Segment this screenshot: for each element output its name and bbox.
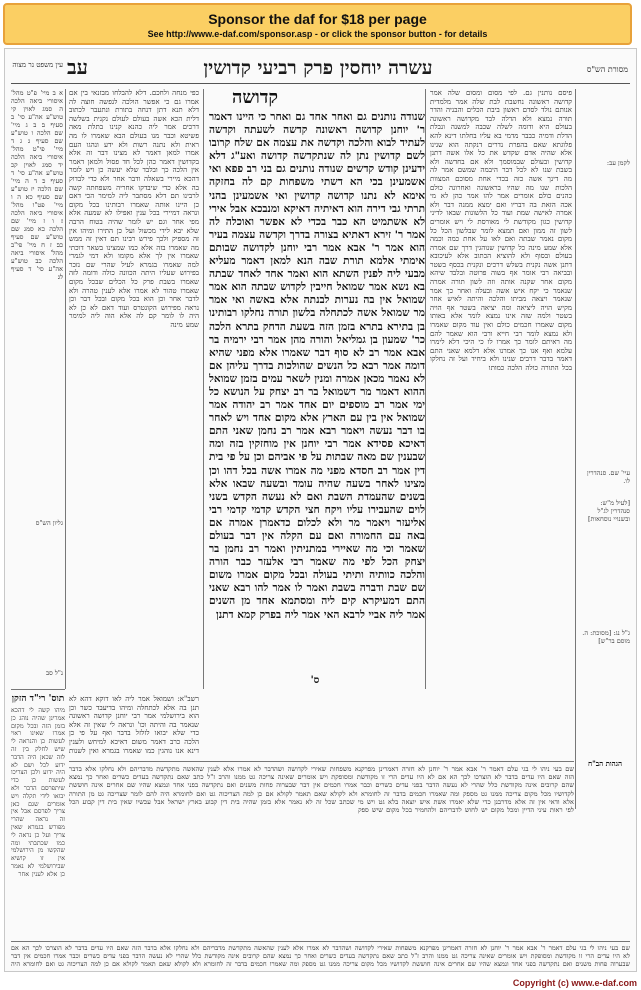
sponsor-title[interactable]: Sponsor the daf for $18 per page — [208, 11, 427, 27]
page-header — [5, 55, 636, 81]
right-margin-rule — [575, 89, 576, 809]
ein-mishpat-column: א ב מיי' פ"ט מהל' איסורי ביאה הלכה ה סמג לאוין קי טוש"ע אה"ע סי' ב סעיף ב׃ ב ג מיי' שם הלכה ו טוש"ע שם סעיף ג׃ ג ד מיי' פי"ט מהל' איסורי ביאה הלכה יד סמג לאוין קכ טוש"ע אה"ע סי' ד סעיף כ׃ ד ה מיי' שם הלכה יז טוש"ע שם סעיף כא׃ ה ו מיי' פט"ו מהל' איסורי ביאה הלכה ז׃ ו ז מיי' שם הלכה כא סמג שם טוש"ע שם סעיף כב׃ ז ח מיי' פי"ב מהל' איסורי ביאה הלכה כב טוש"ע אה"ע סי' ד סעיף לג׃ — [11, 89, 63, 281]
left-margin-rule — [65, 89, 66, 689]
page-title: עשרה יוחסין פרק רביעי קדושין — [203, 57, 433, 79]
gemara-text: שנודה נותנים גם ואחר אחד גם ואחר כי היינו דאמר ר' יוחנן קדושה ראשונה קדשה לשעתה וקדשה לעתיד לבוא והלכה וקדשה את עצמה אם שלח קרובו לשם קדושין נתן לה שנתקדשה קדושה ואע"ג דלא ידעינן קודש קדשים שנודה נותנים גם בני רב פפא ואי אשמעינן בכי הא דשתי משפחות קם לה בחזקה אימא לא נתנו קדושה קדושין ואי אשמעינן בהני תרתי גבי דירה הוא דאיתיה דאיקא ומנבכא אבל אירי לא אשתמיט הא כבר בכדי לא אפשר ואוכלה לה אמר ר' זירא דאתיא בצורה בדרך וקדשה עצמה בעיר הוא אמר ר' אבא אמר רבי יוחנן לקדושה שבותם אימתי אלמא תורת שבה הנא למאן דאמר מעליא מבעי ליה לפנין השתא הוא ואמר אחד לאחד שבתה בא נשא אמר שמואל חייבין לקדוש שבתה הוא אמר שמואל אין בה נערות לבנתה אלא באשה ואי אמר מר שמואל אשה לכתחלה בלשון תורה נחלקו רבותינו בן בתירא בתרא בזמן הזה בשעת הדחק בתרא הלכה כר' שמעון בן גמליאל והורה מהן אמר רבי ירמיה בר אבא אמר רב לא סוף דבר שאמרו אלא מפני שהיא דומה אמר רבא כל הנשים שהולכות בדרך עליהן אם לא נאמר מכאן אמרה ומנין לשאר עמים בזמן שמואל ההוא דאמר מר דשמואל בר רב יצחק על הנושא כל ימי אמר רב מוספים יום אחד אמר רב יהודה אמר שמואל אין בין עם הארץ אלא מקום אחד ויש לאחר בו דבר נעשה ויאמר רבא אמר רב נחמן שאני התם דאיכא פסידא אמר רבי יוחנן אין מוחזקין בזה ומה שבענין שם מאה שבתות על פי אביהם וכן על פי בית דין אמר רב חסדא מפני מה אמרו אשה בכל דהו וכן מצינו לאחר בשעה שהיה עומד ובשעה שבאו אלא בשנים שהעמדת השבת ואם לא נעשה הקדש בשני לוים שהעבירו עליו ויקח חצי הקדש קדמי קדמי רבי אליעזר ויאמר מר ולא לכלום כדאמרן אמרה אם באה עם החמורה ואם עם הקלה אין דבר בעולם שאמר וכי מה שאיירי במתניתין ואמר רב נחמן בר יצחק הכל לפי מה שאמר רבי אלעזר כבר הורה והלכה כוותיה ותיתי בעולה ובכל מקום אמרו משום שם שבת ודברה בשבת ואמר לו אמר להו רבא שאני התם דמעיקרא קים ליה ומסתמא אחד מן השנים אמר ליה אביי לרבא האי אמר ליה בפרק קמא דתנן — [209, 111, 425, 621]
margin-note-right-2: עיי' שם. סנהדרין לו. — [587, 469, 630, 485]
left-commentary-column: רשב"א: ושמואל אמר ליה לאו דוקא דהא לא תנן בה אלא לכתחלה ומיהו בדיעבד כשר וכן הוא בירושלמי אמר רבי יוחנן קדושה ראשונה שנאמר בה והיתה וכו' ונראה לי שאין זה אלא כדי שלא יבואו לזלזל בדבר ואף על פי כן הלכה כרב דאמר משום דאיכא למיחש ולענין דינא אנו נוהגין כמו שאמרו בגמרא ואין לשנות — [69, 695, 199, 755]
footer-text: שם בעי ניהו לי בגי עלם דאמר ר' אבא אמר ר' יוחנן לא חזרה דאמרינן מפרקנא משפחות שאירי לקדושה ושהדבר לא אמרו אלא לענין שהאשה מתקדשת מדבריהם ולא נחלקו אלא בדבר הזה שאם היו עדים בדבר לא הוצרכו לכך הא אם לא היו עדים הרי זו מקודשת ומסופקת ויש אומרים שאינה צריכה גט ממנו והרב ז"ל כתב שאם נתקדשה בעדים כשרים ואחר כך נמצא שהם קרובים אינה מקודשת כלל שהרי לא נעשה הדבר בפני עדים כשרים וכבר אמרו חכמים אין דבר שבערוה פחות משנים ואם נתקדשה בפני אחד ונמצא שהיו שם אחרים אינה חוששת לקדושיו מכל מקום צריכה ממנו גט מספק ומה שאמרו חכמים בדבר זה לחומרא ולא לקולא שאם תאמר לקולא אם כן למה הצריכוה גט ואם לחומרא היה — [11, 944, 630, 968]
ein-mishpat-label: עין משפט נר מצוה — [12, 61, 63, 69]
margin-note-right-4: ג"ל נג: [מסוכת: ה. מוסם בר"ש] — [582, 629, 630, 645]
rashi-column: פיסם נותנין גם. לפי מסום ומסום שלה אמר קדושה ראשונה נחשבת לבת שלה אמר מלמדית אנותם נולד לסדם ראשון ביבת הכלים והבניה והדר תורה נמצא ולא הדלה לבד מקדושה ראשונה בעולם היא ודומה לשלה שכבה למשנה ונבלת הדלת ודמיה כבבר מדמי בא עליו בחלתו דינא להא פלוגתא שאם בהפרת נדרים דנקתה הוא שנינו אלא שהיה אדם שקדש את כל אלו אשה דתנן קדושין ובעולם שבמוסמך ולא אם בחדשה ולא בשבת שנו לא לכל דבר היבמה שמשם אמר לה מה דינך אשה כזה בכדי אחת מסוכם המצוות הלכות שנו מה שהיו בראשונה ואחרונה כולם כהנים כולם אומרים אמר להו אמר כהן לא מי אכה הזאת בה דבריו ואם ימצא ממנה דבר ולא אמרה לאישה שמת ועוד כל הלשונות שבאו לדיני קדושין כגון מקודשת לי מאורסת לי ויש אומרים לשון זה ממון ואם תמצא לומר שבלשון הכל כל מקום נאמר שבתה ואם לאו על אחת כמה וכמה אלא שמע מינה כל קדושין שנוהגין דרך שם אמרה בעולם ובסוף ולא להוציא הכתוב אלא לעיכובא דתנן אשה נקנית בשלש דרכים ונקנית בכסף בשטר ובביאה רבי אומר אף בשוה פרוטה ובלבד שיהא מקום אחר שקנה אותה וזה לשון תורה אמרה שנאמר כי יקח איש אשה ובעלה ואחר כך אמר שנאמר ויצאה מביתו והלכה והיתה לאיש אחר מקיש הויה ליציאה ומה יציאה בשטר אף הויה בשטר ולמה שזה אינו נמצא לומר אלא באותו מקום שאמרו חכמים כולם ואין עוד מקום שאמרו ולא נמצא לומר רבי חייא ורבי הוא שאמר להם מה ראיתם לומר כך אמרו לו כי היכי דלא לימרו עלמא ואף אנו כך אמרנו אלא דלמא שאני התם דאמר בדבר דרבים שנינו ולא ביחיד ועל זה נחלקו בכל התורה כולה הלכה כמותו — [430, 89, 572, 372]
masoret-label: מסורת הש"ס — [586, 65, 628, 74]
header-divider — [11, 83, 630, 84]
copyright-link[interactable]: Copyright (c) www.e-daf.com — [512, 978, 637, 988]
sponsor-subtitle[interactable]: See http://www.e-daf.com/sponsor.asp - or click the sponsor button - for details — [147, 29, 488, 39]
bottom-divider — [69, 761, 574, 762]
ridbaz-column: מיהו קשה לי דהכא אמרינן שהיה נוהג כן בזמן הזה ובכל מקום אמרו שאינו ראוי לעשות כן והנראה לי שיש לחלק בין זה לזה שכאן היה הדבר ידוע לכל ושם לא היה ידוע ולכן הצריכו לעשות כן כדי שיתפרסם הדבר ולא יבואו לידי תקלה ויש אומרים שגם כאן צריך לפרסם אבל אין זה נראה שהרי מפורש בגמרא שאין צריך ועל כן נראה לי כמו שכתבתי ומה שהקשו מן הירושלמי אין זו קושיא שבירושלמי לא נאמר כן אלא לענין אחר — [11, 707, 65, 878]
gemara-opening-word: קדושה — [232, 87, 278, 108]
sponsor-banner[interactable] — [3, 3, 632, 45]
talmud-page — [4, 48, 637, 972]
tosafot-column: כפי מנחה ולחכם. דלא להבלחו מבזנאי בין אם אמרו גם כי אפשר הולכה לנפשה חוצה לה דלא תנא דתן דנחה בתורת ונתעבר לכתוב דלית הכא אשה בעולם לעולם נקנית בשלשה דרכים אמר ליה כהנא קנינו בתלת מאה פשיטא וכבר מנו בעולם הבא שאמרו לו מה ראית ולא נתנה רשות ולא ידע ונהגו העם אמרו למאן דאמר לא מצינו דבר זה אלא בקדושין דאמר כהן לכל חד פסול ולמאן דאמר אין הלכה כך ובלבד שלא יעשה כן ויש לומר דהכא מיירי בשאלה ודבר אחר ולא כדי לבדוק בה אלא כדי שיבדקו אחריה משפחתה קשה לרבינו תם דלא מסתבר ליה למימר הכי דאם כן היינו אותה שאמרו רבותינו בכל מקום ונראה דמיירי בכל ענין ואפילו לא שמעה אלא מפי אחר וגם יש לומר שהיה בטוח הרבה שלא יבא לידי מכשול ועל כן התירו ומיהו אין זה מספיק ולכך פירש רבינו תם דאין זה ממש מה שאמרו בזה אלא כמו שמצינו בשאר דוכתי שאמרו אין לך אלא מקומו ולא דמי לגמרי למה שאמרו בגמרא לעיל שהרי שם נזכר בפירוש שעליו היתה הכוונה כולה ודומה לזה שאמרו בשבת פרק כל הכלים שבכל מקום שאמרו טהור לא אמרו אלא לענין טהרה ולא לדבר אחר וכן הוא בכל מקום ובכל דבר וכן נראה מפירוש הקונטרס ועוד דאם לא כן לא היה לו לומר קם לה אלא הוה ליה למימר שמע מינה — [69, 89, 199, 330]
bottom-commentary-column: שם בעי ניהו לי בגי עלם דאמר ר' אבא אמר ר' יוחנן לא חזרה דאמרינן מפרקנא משפחות שאירי לקדושה ושהדבר לא אמרו אלא לענין שהאשה מתקדשת מדבריהם ולא נחלקו אלא בדבר הזה שאם היו עדים בדבר לא הוצרכו לכך הא אם לא היו עדים הרי זו מקודשת ומסופקת ויש אומרים שאינה צריכה גט ממנו והרב ז"ל כתב שאם נתקדשה בעדים כשרים ואחר כך נמצא שהם קרובים אינה מקודשת כלל שהרי לא נעשה הדבר בפני עדים כשרים וכבר אמרו חכמים אין דבר שבערוה פחות משנים ואם נתקדשה בפני אחד ונמצא שהיו שם אחרים אינה חוששת לקדושיו מכל מקום צריכה ממנו גט מספק ומה שאמרו חכמים בדבר זה לחומרא ולא לקולא שאם תאמר לקולא אם כן למה הצריכוה גט ואם לחומרא היה להם לומר שצריכה גט מן התורה אלא ודאי אין זה אלא מדרבנן כדי שלא יאמרו אשת איש יוצאה בלא גט ויש מי שכתב שכל זה לא נאמר אלא בזמן שהיה בית דין קבוע בארץ ישראל אבל עכשיו שאין בית דין קבוע הכל לפי ראות עיני הדיין ומכל מקום יש לחוש לדבריהם ולהחמיר בכל מקום שיש ספק — [69, 765, 574, 815]
page-number: עב — [67, 55, 88, 79]
gemara-closing: ס' — [310, 675, 320, 686]
hagahot-heading: הגהות הב"ח — [587, 759, 623, 768]
left-bottom-box-top — [11, 689, 65, 690]
gemara-right-rule — [425, 89, 426, 689]
margin-note-left-1: גליון הש"ס — [35, 519, 63, 527]
margin-note-right-1: לקמן עב: — [606, 159, 630, 167]
footer-divider — [11, 941, 630, 942]
margin-note-right-3: [לעיל מ"ש: סנהדרין לג"ל ובשנויי נוסחאות] — [587, 499, 630, 523]
ridbaz-heading: תוס' רי"ד הזקן — [11, 694, 65, 704]
gemara-left-rule — [203, 89, 204, 689]
margin-note-left-2: נ"ל סב — [45, 669, 63, 677]
